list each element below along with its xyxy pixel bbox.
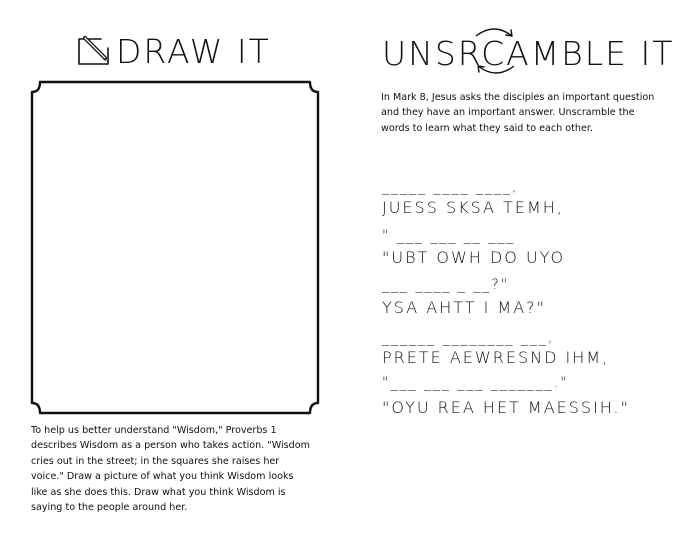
unscramble-heading: [382, 24, 682, 74]
unscramble-title: UNSRCAMBLE IT: [382, 34, 675, 73]
drawing-frame[interactable]: [30, 80, 320, 415]
pencil-in-box-icon: [76, 34, 112, 70]
answer-blanks[interactable]: ___ ____ _ __?": [382, 277, 510, 293]
scrambled-words: "OYU REA HET MAESSIH.": [382, 398, 630, 417]
scrambled-words: PRETE AEWRESND IHM,: [382, 348, 610, 367]
scrambled-words: YSA AHTT I MA?": [382, 298, 546, 317]
scrambled-words: JUESS SKSA TEMH,: [382, 198, 564, 217]
draw-it-title: DRAW IT: [116, 32, 271, 71]
unscramble-intro: In Mark 8, Jesus asks the disciples an important question and they have an important answer. Unscramble the words to learn what they said to each other.: [381, 92, 655, 134]
answer-blanks[interactable]: ______ ________ ___,: [382, 330, 555, 346]
answer-blanks[interactable]: " ___ ___ __ ___: [382, 228, 516, 244]
answer-blanks[interactable]: "___ ___ ___ _______.": [382, 375, 569, 391]
scrambled-words: "UBT OWH DO UYO: [382, 248, 566, 267]
answer-blanks[interactable]: _____ ____ ____,: [382, 179, 519, 195]
draw-instructions: To help us better understand "Wisdom," Proverbs 1 describes Wisdom as a person who takes action. "Wisdom cries out in the street; in the squares she raises her voice." Draw a picture of what you think Wisdom looks like as she does this. Draw what you think Wisdom is saying to the people around her.: [31, 425, 310, 514]
draw-it-heading: [76, 32, 271, 72]
